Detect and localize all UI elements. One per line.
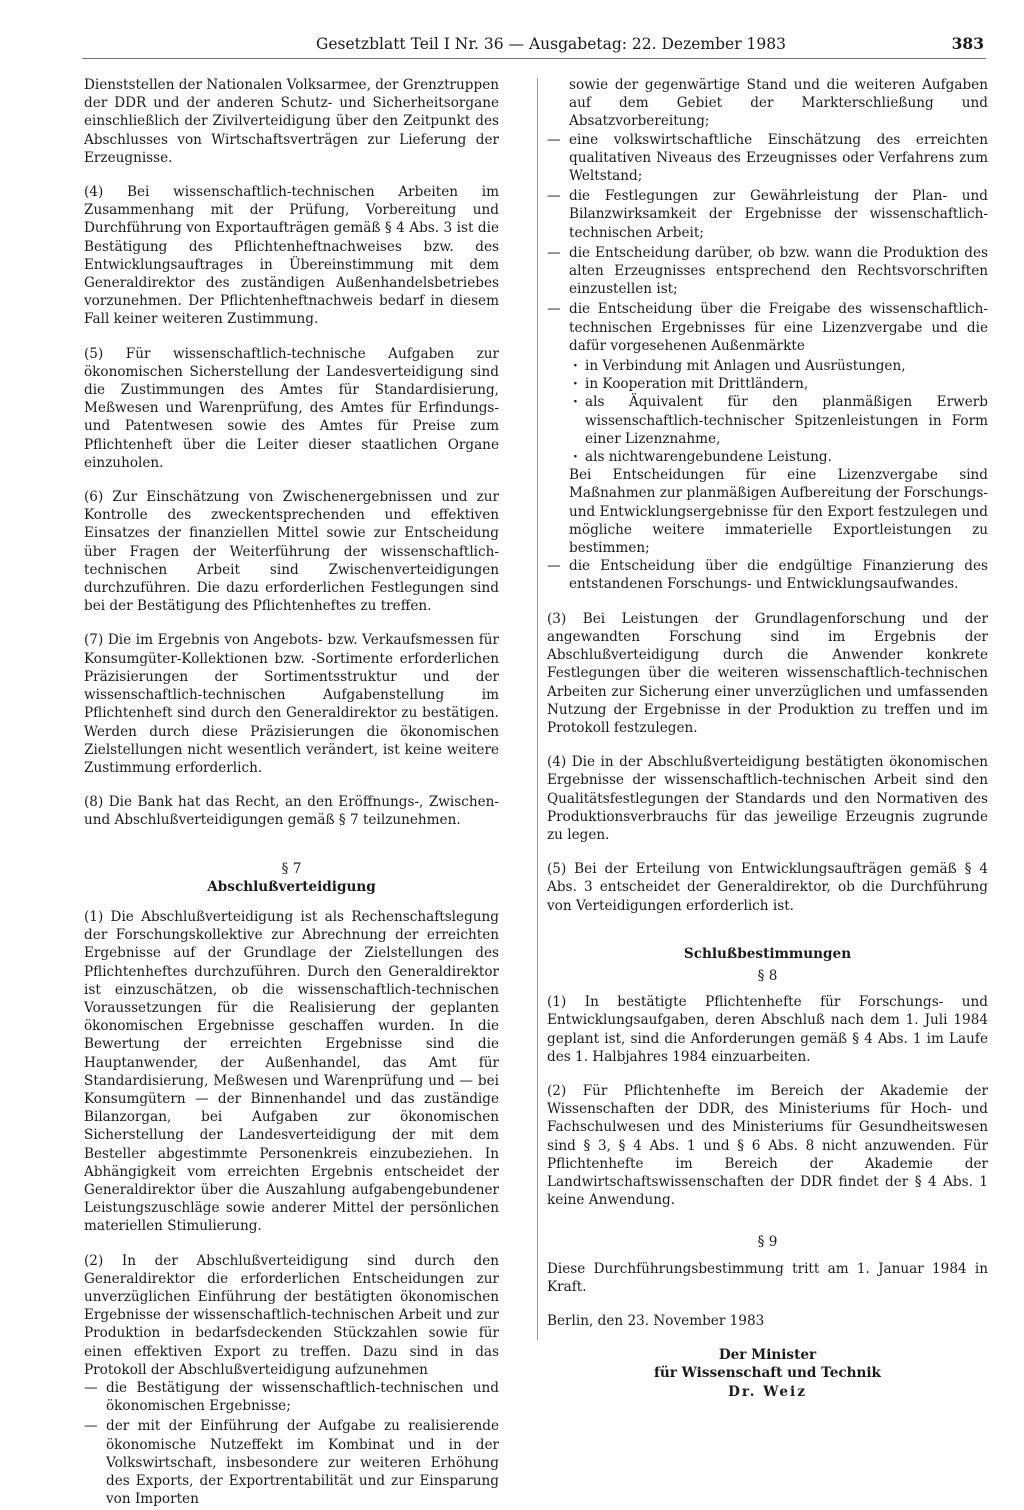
sub-list-item: · als nichtwarengebundene Leistung. <box>547 448 988 466</box>
paragraph-8-1: (1) In bestätigte Pflichtenhefte für Forschungs- und Entwicklungsaufgaben, deren Abschluß nach dem 1. Juli 1984 geplant ist, sind die Anforderungen gemäß § 4 Abs. 1 im Laufe des 1. Halbjahres 1984 einzuarbeiten. <box>547 994 988 1065</box>
column-divider <box>537 78 538 1340</box>
left-column <box>84 76 499 1510</box>
list-item: — eine volkswirtschaftliche Einschätzung des erreichten qualitativen Niveaus des Erzeugnisses oder Verfahrens zum Weltstand; <box>547 131 988 186</box>
paragraph-9: Diese Durchführungsbestimmung tritt am 1. Januar 1984 in Kraft. <box>547 1260 988 1295</box>
list-item: — die Festlegungen zur Gewährleistung der Plan- und Bilanzwirksamkeit der Ergebnisse der wissenschaftlich-technischen Arbeit; <box>547 187 988 242</box>
paragraph-8-2: (2) Für Pflichtenhefte im Bereich der Akademie der Wissenschaften der DDR, des Ministeriums für Hoch- und Fachschulwesen und des Ministeriums für Gesundheitswesen sind § 3, § 4 Abs. 1 und § 6 Abs. 8 nicht anzuwenden. Für Pflichtenhefte im Bereich der Akademie der Landwirtschaftswissenschaften der DDR findet der § 4 Abs. 1 keine Anwendung. <box>547 1082 988 1209</box>
signature-ministry: für Wissenschaft und Technik <box>654 1365 881 1382</box>
header-title: Gesetzblatt Teil I Nr. 36 — Ausgabetag: 22. Dezember 1983 <box>316 35 787 53</box>
list-item-continued: sowie der gegenwärtige Stand und die weiteren Aufgaben auf dem Gebiet der Markterschließung und Absatzvorbereitung; <box>569 77 988 130</box>
right-column <box>547 76 988 1401</box>
signature-name: Dr. Weiz <box>728 1383 807 1400</box>
list-item: — die Entscheidung über die Freigabe des wissenschaftlich-technischen Ergebnisses für eine Lizenzvergabe und die dafür vorgesehenen Außenmärkte <box>547 300 988 355</box>
section-7-number: § 7 <box>281 860 302 877</box>
page-number: 383 <box>951 34 984 53</box>
sub-list-item: · in Kooperation mit Drittländern, <box>547 375 988 393</box>
paragraph-7-2: (2) In der Abschlußverteidigung sind durch den Generaldirektor die erforderlichen Entscheidungen zur unverzüglichen Einführung der bestätigten ökonomischen Ergebnisse der wissenschaftlich-technischen Arbeit und zur Produktion in bedarfsdeckenden Stückzahlen sowie für einen effektiven Export zu treffen. Dazu sind in das Protokoll der Abschlußverteidigung aufzunehmen <box>84 1252 499 1378</box>
paragraph-6-4: (4) Bei wissenschaftlich-technischen Arbeiten im Zusammenhang mit der Prüfung, Vorbereitung und Durchführung von Exportaufträgen gemäß § 4 Abs. 3 ist die Bestätigung des Pflichtenheftnachweises bzw. des Entwicklungsauftrages in Übereinstimmung mit dem Generaldirektor des zuständigen Außenhandelsbetriebes vorzunehmen. Der Pflichtenheftnachweis bedarf in diesem Fall keiner weiteren Zustimmung. <box>84 184 499 328</box>
sub-list-item: · als Äquivalent für den planmäßigen Erwerb wissenschaftlich-technischer Spitzenleistungen in Form einer Lizenznahme, <box>547 393 988 448</box>
page-header <box>316 34 984 54</box>
signature-title: Der Minister <box>718 1347 817 1364</box>
closing-provisions-title: Schlußbestimmungen <box>683 945 852 962</box>
paragraph-6-8: (8) Die Bank hat das Recht, an den Eröffnungs-, Zwischen- und Abschlußverteidigungen gemäß § 7 teilzunehmen. <box>84 794 499 829</box>
header-rule <box>82 58 986 59</box>
paragraph-7-1: (1) Die Abschlußverteidigung ist als Rechenschaftslegung der Forschungskollektive zur Abrechnung der erreichten Ergebnisse auf der Grundlage der Zielstellungen des Pflichtenheftes durchzuführen. Durch den Generaldirektor ist einzuschätzen, ob die wissenschaftlich-technischen Voraussetzungen für die Realisierung der geplanten ökonomischen Ergebnisse geschaffen wurden. In die Bewertung der erreichten Ergebnisse sind die Hauptanwender, der Außenhandel, das Amt für Standardisierung, Meßwesen und Warenprüfung und — bei Konsumgütern — der Binnenhandel und das zuständige Bilanzorgan, bei Aufgaben zur ökonomischen Sicherstellung der Landesverteidigung der mit dem Besteller abgestimmte Personenkreis einzubeziehen. In Abhängigkeit vom erreichten Ergebnis entscheidet der Generaldirektor über die Auszahlung aufgabengebundener Leistungszuschläge sowie anderer Mittel der persönlichen materiellen Stimulierung. <box>84 908 499 1235</box>
paragraph-7-3: (3) Bei Leistungen der Grundlagenforschung und der angewandten Forschung sind im Ergebnis der Abschlußverteidigung durch die Anwender konkrete Festlegungen über die weiteren wissenschaftlich-technischen Arbeiten zur Sicherung einer unverzüglichen und umfassenden Nutzung der Ergebnisse in der Produktion zu treffen und im Protokoll festzulegen. <box>547 610 988 736</box>
sub-list-item: · in Verbindung mit Anlagen und Ausrüstungen, <box>547 357 988 375</box>
paragraph-6-7: (7) Die im Ergebnis von Angebots- bzw. Verkaufsmessen für Konsumgüter-Kollektionen bzw. -Sortimente erforderlichen Präzisierungen der Sortimentsstruktur und der wissenschaftlich-technischen Aufgabenstellung im Pflichtenheft sind durch den Generaldirektor zu bestätigen. Werden durch diese Präzisierungen die ökonomischen Zielstellungen nicht wesentlich verändert, ist keine weitere Zustimmung erforderlich. <box>84 632 499 776</box>
paragraph-7-5: (5) Bei der Erteilung von Entwicklungsaufträgen gemäß § 4 Abs. 3 entscheidet der Generaldirektor, ob die Durchführung von Verteidigungen erforderlich ist. <box>547 861 988 914</box>
paragraph-7-4: (4) Die in der Abschlußverteidigung bestätigten ökonomischen Ergebnisse der wissenschaftlich-technischen Arbeit sind den Qualitätsfestlegungen der Standards und den Normativen des Produktionsverbrauchs für das jeweilige Erzeugnis zugrunde zu legen. <box>547 754 988 843</box>
paragraph-6-6: (6) Zur Einschätzung von Zwischenergebnissen und zur Kontrolle des zweckentsprechenden und effektiven Einsatzes der finanziellen Mittel sowie zur Entscheidung über Fragen der Weiterführung der wissenschaftlich-technischen Arbeit sind Zwischenverteidigungen durchzuführen. Die dazu erforderlichen Festlegungen sind bei der Bestätigung des Pflichtenheftes zu treffen. <box>84 489 499 615</box>
list-item: — der mit der Einführung der Aufgabe zu realisierende ökonomische Nutzeffekt im Kombinat und in der Volkswirtschaft, insbesondere zur weiteren Erhöhung des Exports, der Exportrentabilität und zur Einsparung von Importen <box>84 1417 499 1508</box>
paragraph-6-5: (5) Für wissenschaftlich-technische Aufgaben zur ökonomischen Sicherstellung der Landesverteidigung sind die Zustimmungen des Amtes für Standardisierung, Meßwesen und Warenprüfung, des Amtes für Erfindungs- und Patentwesen sowie des Amtes für Preise zum Pflichtenheft über die Leiter dieser staatlichen Organe einzuholen. <box>84 345 499 471</box>
paragraph-continued: Dienststellen der Nationalen Volksarmee, der Grenztruppen der DDR und der anderen Schutz- und Sicherheitsorgane einschließlich der Zivilverteidigung über den Zeitpunkt des Abschlusses von Wirtschaftsverträgen zur Lieferung der Erzeugnisse. <box>84 77 500 166</box>
list-item: — die Entscheidung über die endgültige Finanzierung des entstandenen Forschungs- und Entwicklungsaufwandes. <box>547 557 988 593</box>
section-8-number: § 8 <box>757 967 778 984</box>
list-item: — die Bestätigung der wissenschaftlich-technischen und ökonomischen Ergebnisse; <box>84 1379 499 1415</box>
section-7-title: Abschlußverteidigung <box>207 878 376 895</box>
license-note: Bei Entscheidungen für eine Lizenzvergabe sind Maßnahmen zur planmäßigen Aufbereitung der Forschungs- und Entwicklungsergebnisse für den Export festzulegen und mögliche weitere immaterielle Exportleistungen zu bestimmen; <box>569 467 988 557</box>
section-9-number: § 9 <box>757 1234 778 1251</box>
list-item: — die Entscheidung darüber, ob bzw. wann die Produktion des alten Erzeugnisses entsprechend den Rechtsvorschriften einzustellen ist; <box>547 244 988 299</box>
place-and-date: Berlin, den 23. November 1983 <box>547 1312 765 1329</box>
